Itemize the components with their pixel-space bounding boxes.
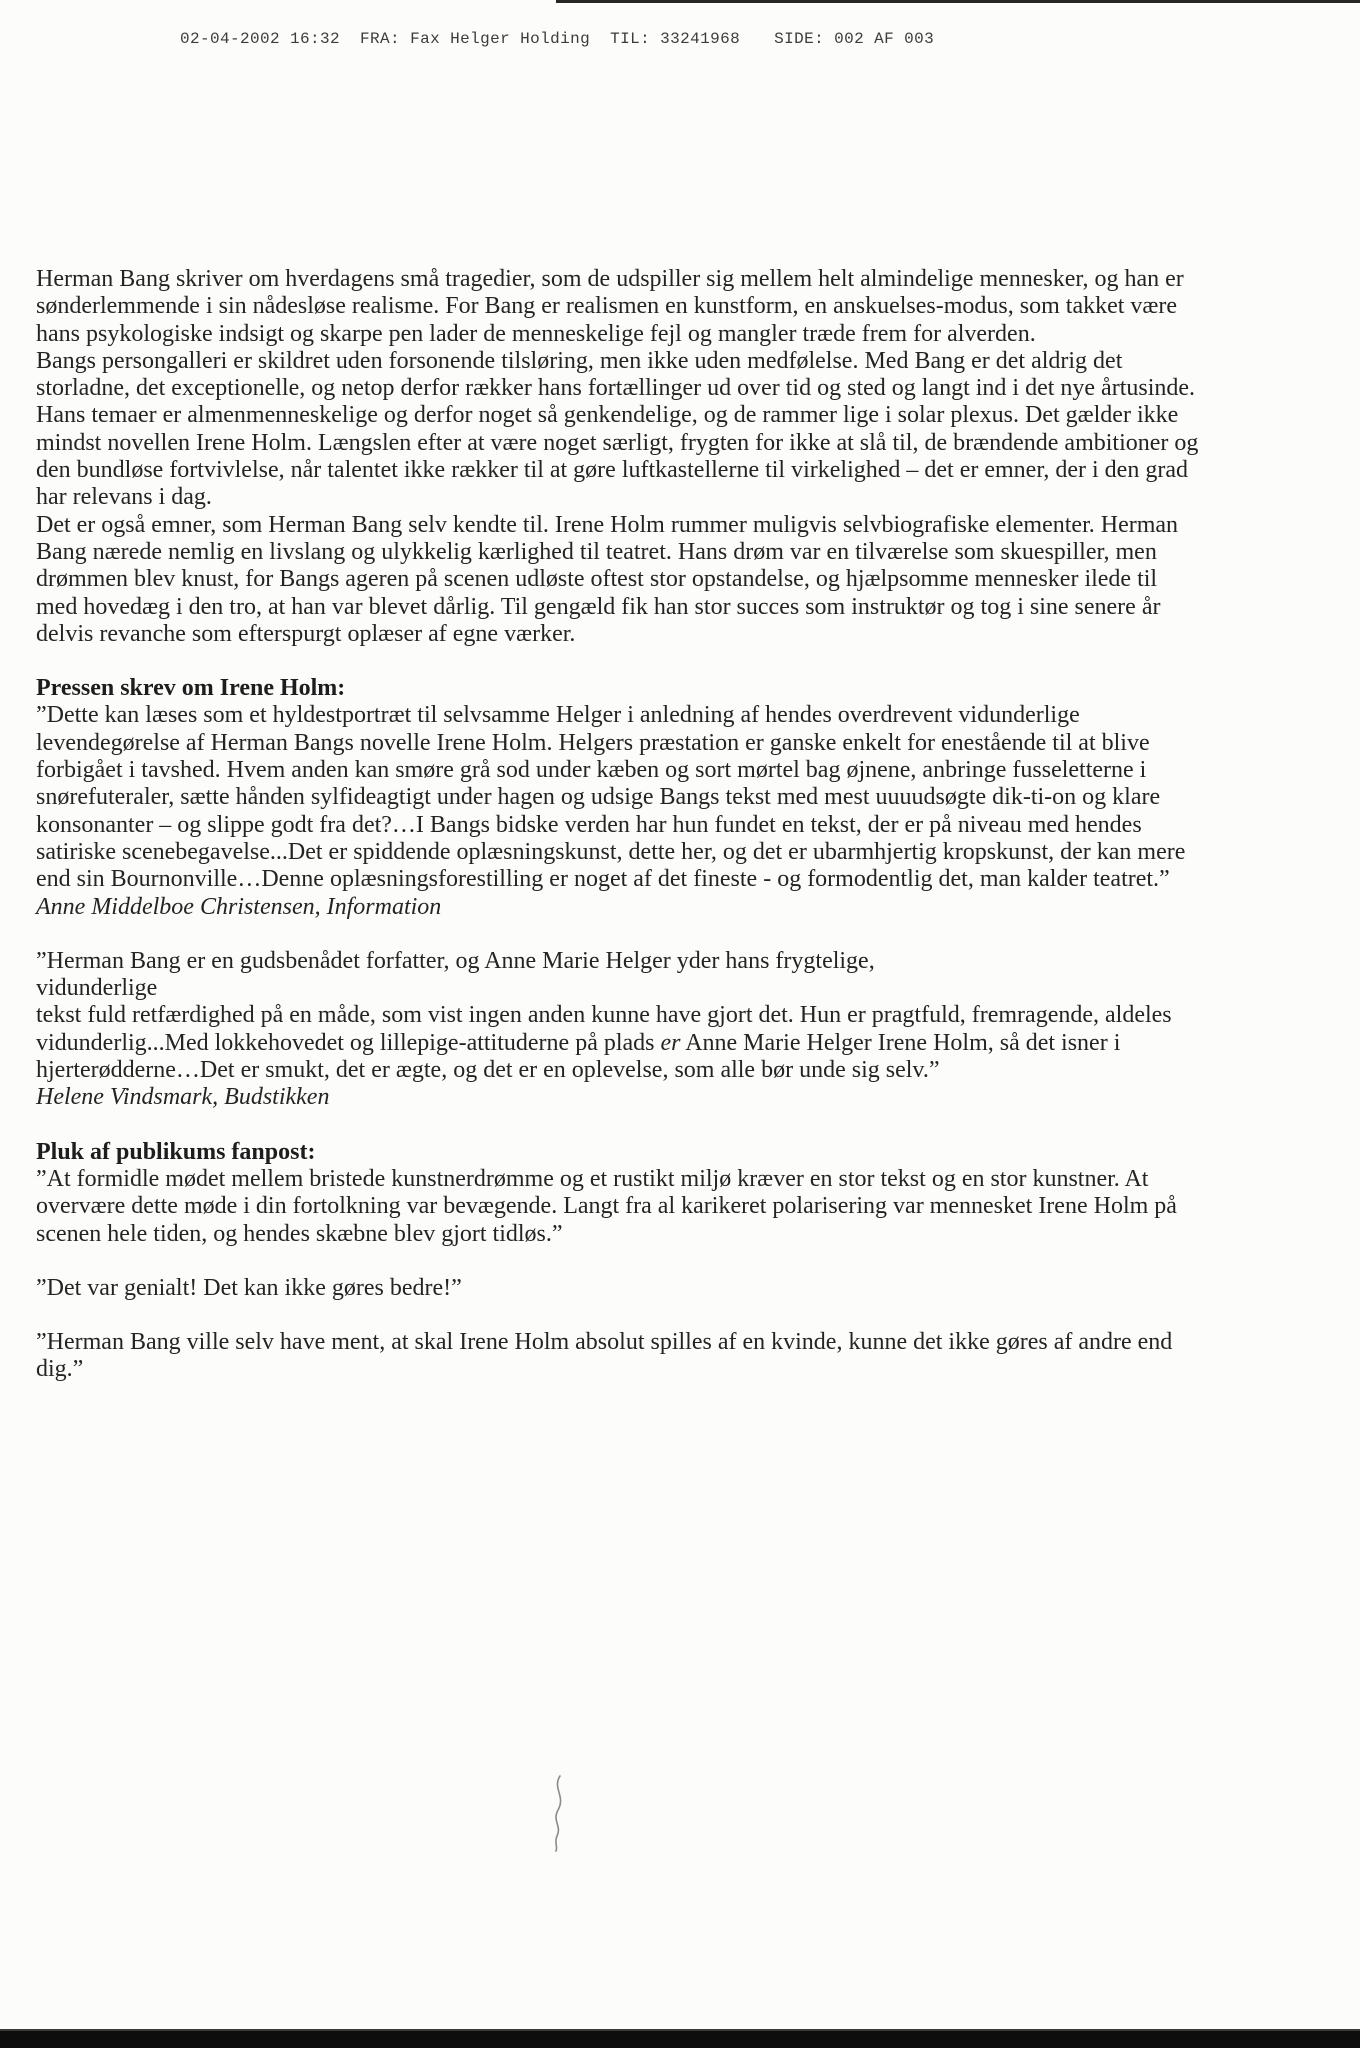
fax-transmission-header: [180, 30, 934, 48]
fanpost-quote-3: ”Herman Bang ville selv have ment, at skal Irene Holm absolut spilles af en kvinde, kunne det ikke gøres af andre end dig.”: [36, 1329, 1173, 1383]
fax-page-count: [774, 30, 934, 48]
fax-from-value: Fax Helger Holding: [410, 30, 591, 48]
fax-page-label: SIDE:: [774, 30, 825, 48]
intro-paragraph-3: Det er også emner, som Herman Bang selv kendte til. Irene Holm rummer muligvis selvbiografiske elementer. Herman Bang nærede nemlig en livslang og ulykkelig kærlighed til teatret. Hans drøm var en tilværelse som skuespiller, men drømmen blev knust, for Bangs ageren på scenen udløste oftest stor opstandelse, og hjælpsomme mennesker ilede til med hovedæg i den tro, at han var blevet dårlig. Til gengæld fik han stor succes som instruktør og tog i sine senere år delvis revanche som efterspurgt oplæser af egne værker.: [36, 511, 1179, 647]
blank-line: [36, 1112, 1204, 1139]
fax-page-value: 002 AF 003: [834, 30, 935, 48]
blank-line: [36, 648, 1204, 675]
press-attribution-2: Helene Vindsmark, Budstikken: [36, 1084, 330, 1111]
press-section-heading: Pressen skrev om Irene Holm:: [36, 675, 346, 702]
blank-line: [36, 1302, 1204, 1329]
fax-datetime: 02-04-2002 16:32: [180, 30, 341, 48]
fax-from-label: FRA:: [360, 30, 401, 48]
fanpost-quote-2: ”Det var genialt! Det kan ikke gøres bedre!”: [36, 1274, 462, 1301]
press-quote-2-body-end: Anne Marie Helger Irene Holm, så det isner i hjerterødderne…Det er smukt, det er ægte, og det er en oplevelse, som alle bør unde sig selv.”: [36, 1029, 1121, 1084]
fanpost-quote-1: ”At formidle mødet mellem bristede kunstnerdrømme og et rustikt miljø kræver en stor tekst og en stor kunstner. At overvære dette møde i din fortolkning var bevægende. Langt fra al karikeret polarisering var mennesket Irene Holm på scenen hele tiden, og hendes skæbne blev gjort tidløs.”: [36, 1165, 1177, 1247]
press-quote-2: [36, 948, 1204, 1084]
fanpost-section-heading: Pluk af publikums fanpost:: [36, 1138, 316, 1165]
fax-to: [610, 30, 740, 48]
intro-paragraph-2: Bangs persongalleri er skildret uden forsonende tilsløring, men ikke uden medfølelse. Med Bang er det aldrig det storladne, det exceptionelle, og netop derfor rækker hans fortællinger ud over tid og sted og langt ind i det nye årtusinde. Hans temaer er almenmenneskelige og derfor noget så genkendelige, og de rammer lige i solar plexus. Det gælder ikke mindst novellen Irene Holm. Længslen efter at være noget særligt, frygten for ikke at slå til, de brændende ambitioner og den bundløse fortvivlelse, når talentet ikke rækker til at gøre luftkastellerne til virkelighed – det er emner, der i den grad har relevans i dag.: [36, 347, 1199, 511]
scan-bottom-bar: [0, 2029, 1360, 2048]
blank-line: [36, 1248, 1204, 1275]
fax-to-value: 33241968: [660, 30, 741, 48]
press-quote-2-emphasis: er: [660, 1029, 681, 1056]
press-quote-2-line-1: ”Herman Bang er en gudsbenådet forfatter, og Anne Marie Helger yder hans frygtelige,: [36, 947, 875, 974]
intro-paragraph-1: Herman Bang skriver om hverdagens små tragedier, som de udspiller sig mellem helt almindelige mennesker, og han er sønderlemmende i sin nådesløse realisme. For Bang er realismen en kunstform, en anskuelses-modus, som takket være hans psykologiske indsigt og skarpe pen lader de menneskelige fejl og mangler træde frem for alverden.: [36, 266, 1184, 347]
fax-from: [360, 30, 590, 48]
blank-line: [36, 921, 1204, 948]
press-quote-2-body-start: tekst fuld retfærdighed på en måde, som vist ingen anden kunne have gjort det. Hun er pragtfuld, fremragende, aldeles vidunderlig...Med lokkehovedet og lillepige-attituderne på plads: [36, 1002, 1172, 1056]
press-quote-1: ”Dette kan læses som et hyldestportræt til selvsamme Helger i anledning af hendes overdrevent vidunderlige levendegørelse af Herman Bangs novelle Irene Holm. Helgers præstation er ganske enkelt for enestående til at blive forbigået i tavshed. Hvem anden kan smøre grå sod under kæben og sort mørtel bag øjnene, anbringe fusseletterne i snørefuteraler, sætte hånden sylfideagtigt under hagen og udsige Bangs tekst med mest uuuudsøgte dik-ti-on og klare konsonanter – og slippe godt fra det?…I Bangs bidske verden har hun fundet en tekst, der er på niveau med hendes satiriske scenebegavelse...Det er spiddende oplæsningskunst, dette her, og det er ubarmhjertig kropskunst, der kan mere end sin Bournonville…Denne oplæsningsforestilling er noget af det fineste - og formodentlig det, man kalder teatret.”: [36, 702, 1186, 893]
press-attribution-1: Anne Middelboe Christensen, Information: [36, 893, 442, 920]
scan-edge-line: [556, 0, 1360, 3]
press-quote-2-line-2: vidunderlige: [36, 975, 158, 1002]
fax-to-label: TIL:: [610, 30, 651, 48]
scan-smudge-artifact: [546, 1774, 572, 1852]
document-body: [36, 266, 1204, 1384]
